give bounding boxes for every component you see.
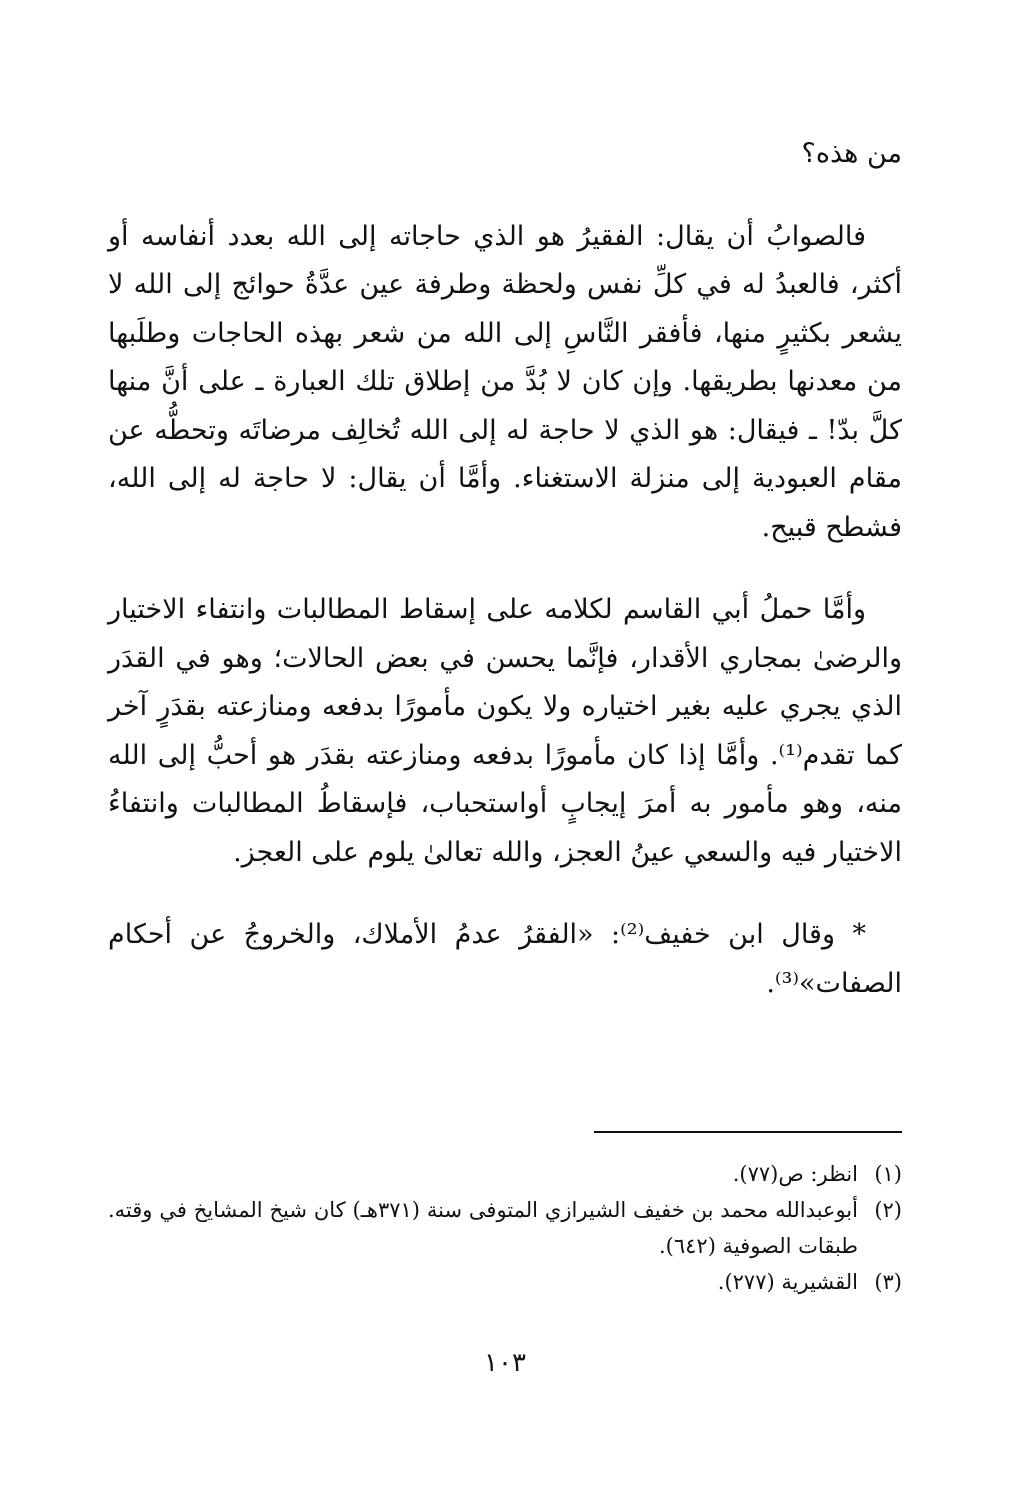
footnote-marker: (١) (874, 1162, 902, 1186)
footnote-text: القشيرية (٢٧٧). (717, 1270, 858, 1294)
paragraph-correct-view: فالصوابُ أن يقال: الفقيرُ هو الذي حاجاته إلى الله بعدد أنفاسه أو أكثر، فالعبدُ له في كلِّ نفس ولحظة وطرفة عين عدَّةُ حوائج إلى الله لا يشعر بكثيرٍ منها، فأفقر النَّاسِ إلى الله من شعر بهذه الحاجات وطلَبها من معدنها بطريقها. وإن كان لا بُدَّ من إطلاق تلك العبارة ـ على أنَّ منها كلَّ بدّ! ـ فيقال: هو الذي لا حاجة له إلى الله تُخالِف مرضاتَه وتحطُّه عن مقام العبودية إلى منزلة الاستغناء. وأمَّا أن يقال: لا حاجة له إلى الله، فشطح قبيح. (108, 220, 902, 543)
footnote-item (108, 1156, 902, 1192)
footnote-item (108, 1264, 902, 1300)
footnote-marker: (٢) (874, 1198, 902, 1222)
opening-line: من هذه؟ (801, 138, 902, 169)
paragraph-ibn-khafif: * وقال ابن خفيف⁽²⁾: «الفقرُ عدمُ الأملاك، والخروجُ عن أحكام الصفات»⁽³⁾. (108, 919, 902, 999)
footnote-item (108, 1192, 902, 1264)
paragraph-abu-al-qasim: وأمَّا حملُ أبي القاسم لكلامه على إسقاط المطالبات وانتفاء الاختيار والرضىٰ بمجاري الأقدار، فإنَّما يحسن في بعض الحالات؛ وهو في القدَر الذي يجري عليه بغير اختياره ولا يكون مأمورًا بدفعه ومنازعته بقدَرٍ آخر كما تقدم⁽¹⁾. وأمَّا إذا كان مأمورًا بدفعه ومنازعته بقدَر هو أحبُّ إلى الله منه، وهو مأمور به أمرَ إيجابٍ أواستحباب، فإسقاطُ المطالبات وانتفاءُ الاختيار فيه والسعي عينُ العجز، والله تعالىٰ يلوم على العجز. (108, 594, 902, 868)
footnote-text: انظر: ص(٧٧). (732, 1162, 858, 1186)
footnotes (108, 1156, 902, 1300)
footnote-divider (594, 1131, 902, 1133)
footnote-text: أبوعبدالله محمد بن خفيف الشيرازي المتوفى سنة (٣٧١هـ) كان شيخ المشايخ في وقته. طبقات الصوفية (٦٤٢). (108, 1198, 858, 1258)
page-number: ١٠٣ (484, 1348, 526, 1378)
footnote-marker: (٣) (874, 1270, 902, 1294)
page-body (108, 130, 902, 1378)
